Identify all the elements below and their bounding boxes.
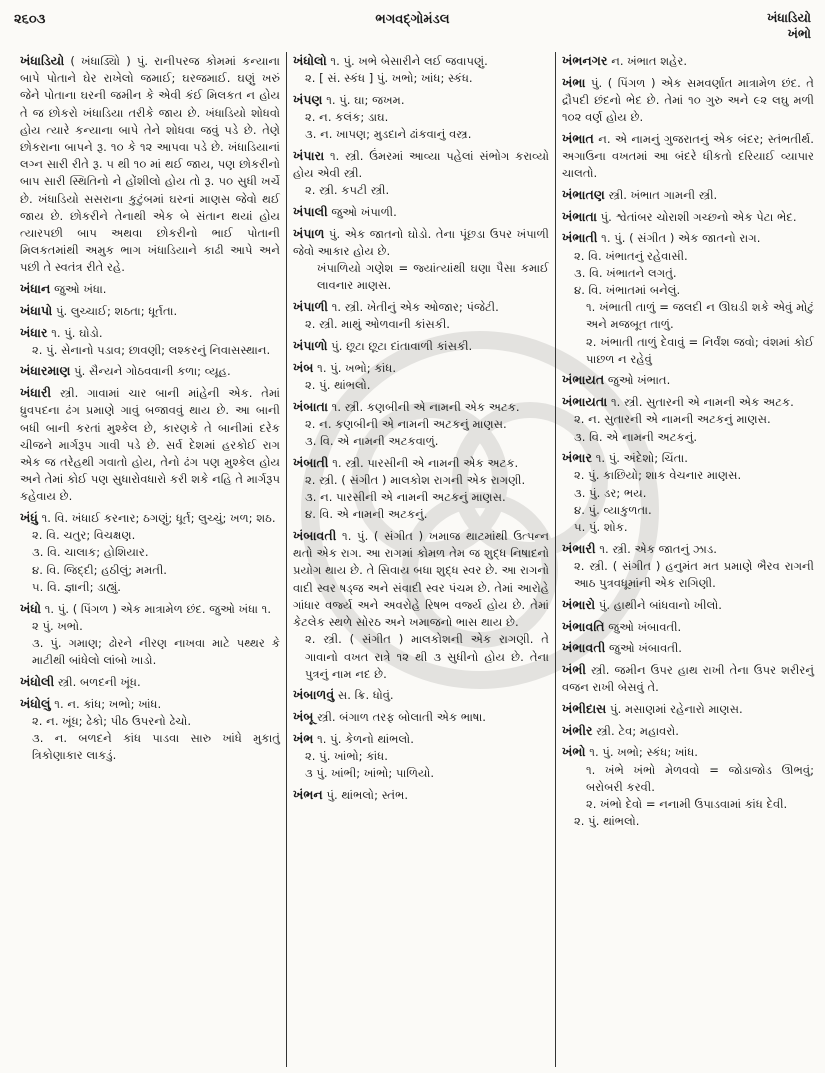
dictionary-entry xyxy=(293,225,549,295)
idiom: ૧. ખંભાતી તાળું = જલદી ન ઊઘડી શકે એવું મોટું અને મજબૂત તાળું. xyxy=(586,300,814,332)
dictionary-entry xyxy=(293,454,549,524)
dictionary-entry xyxy=(293,359,549,394)
sense: ૪. પું. વ્યાકુળતા. xyxy=(574,502,652,517)
guide-word-last: ખંભો xyxy=(787,26,811,41)
dictionary-entry xyxy=(20,695,280,765)
definition: ૧. પું. ઘા; જખમ. xyxy=(322,92,405,107)
sense: ૨. વિ. ચતુર; વિચક્ષણ. xyxy=(32,528,136,543)
sense: ૩ પું. ખાંભી; ખાંભો; પાળિયો. xyxy=(305,766,435,781)
dictionary-entry xyxy=(562,722,814,740)
dictionary-entry xyxy=(20,673,280,691)
definition: ન. એ નામનું ગુજરાતનું એક બંદર; સ્તંભતીર્થ. અગાઉના વખતમાં આ બંદરે ધીકતો દરિયાઈ વ્યાપાર ચાલતો. xyxy=(562,131,814,181)
dictionary-entry xyxy=(562,618,814,636)
sense: ૩. વિ. ચાલાક; હોશિયાર. xyxy=(32,545,149,560)
dictionary-entry xyxy=(293,398,549,451)
definition: ૧. પું. ( પિંગળ ) એક માત્રામેળ છંદ. જુઓ ખંધા ૧. xyxy=(41,601,272,616)
sense: ૪. વિ. એ નામની અટકનું. xyxy=(305,507,428,522)
headword: ખંધું xyxy=(20,510,38,526)
sense: ૩. ન. પારસીની એ નામની અટકનું માણસ. xyxy=(305,490,506,505)
headword: ખંભાત xyxy=(562,130,594,146)
headword: ખંભા xyxy=(562,74,586,90)
definition: ૧. સ્ત્રી. એક જાતનું ઝાડ. xyxy=(595,541,717,556)
headword: ખંબાતા xyxy=(293,398,328,414)
definition: પું. હાથીને બાંધવાનો ખીલો. xyxy=(595,597,722,612)
definition: ૧. પું. ( સંગીત ) ખમાજ થાટમાંથી ઉત્પન્ન થતો એક રાગ. આ રાગમાં કોમળ તેમ જ શુદ્ધ નિષાદનો પ્રયોગ થાય છે. તે સિવાય બધા શુદ્ધ સ્વર છે. આ રાગનો વાદી સ્વર ષડ્જ અને સંવાદી સ્વર પંચમ છે. તેમાં આરોહે ગાંધાર વર્જ્ય અને અવરોહે રિષભ વર્જ્ય હોય છે. તેમાં કેટલેક સ્થળે સોરઠ અને ખમાજનો ભાસ થાય છે. xyxy=(293,529,549,630)
definition: ( ખંધાડ્યિો ) પું. રાનીપરજ કોમમાં કન્યાના બાપે પોતાને ઘેર રાખેલો જમાઈ; ઘરજમાઈ. ઘણું ખરું જેને પોતાના ઘરની જમીન કે એવી કંઈ મિલકત ન હોય તે જ છોકરો ખંધાડિયા તરીકે જાય છે. ખંધાડિયો શોધવો હોય ત્યારે કન્યાના બાપે તેને શોધવા જવું પડે છે. તેણે છોકરાના બાપને રૂ. ૧૦ કે ૧૨ આપવા પડે છે. ખંધાડિયાનાં લગ્ન સારી રીતે રૂ. ૫ થી ૧૦ માં થઈ જાય, પણ છોકરીનો બાપ સારી સ્થિતિનો ને હોંશીલો હોય તો રૂ. ૫૦ સુધી ખર્ચે છે. ખંધાડિયો સસરાના કુટુંબમાં ઘરનાં માણસ જેવો થઈ જાય છે. છોકરીને તેનાથી એક બે સંતાન થયાં હોય ત્યારપછી બાપ અથવા છોકરીનો ભાઈ પોતાની મિલકતમાંથી અમુક ભાગ ખંધાડિયાને કાઢી આપે અને પછી તે સ્વતંત્ર રીતે રહે. xyxy=(20,54,280,275)
definition: પું. શ્વેતાંબર ચોરાશી ગચ્છનો એક પેટા ભેદ. xyxy=(596,209,797,224)
idiom: ૨. ખંભો દેવો = નનામી ઉપાડવામાં કાંધ દેવી. xyxy=(586,796,788,811)
headword: ખંભનગર xyxy=(562,53,608,68)
column-1 xyxy=(14,52,286,1067)
definition: ૧. પું. ઘોડો. xyxy=(47,325,103,340)
sense: ૪. વિ. ખંભાતમાં બનેલું. xyxy=(574,282,681,297)
dictionary-entry xyxy=(293,337,549,355)
sense: ૨. સ્ત્રી. માથું ઓળવાની કાંસકી. xyxy=(305,317,450,332)
definition: પું. ( પિંગળ ) એક સમવર્ણાત માત્રામેળ છંદ. તે દ્રૌપદી છંદનો ભેદ છે. તેમાં ૧૦ ગુરુ અને ૯૨ લઘુ મળી ૧૦૨ વર્ણ હોય છે. xyxy=(562,75,814,125)
headword: ખંભાવતિ xyxy=(562,618,605,634)
dictionary-entry xyxy=(293,147,549,200)
dictionary-entry xyxy=(562,393,814,446)
sense: ૨. સ્ત્રી. કપટી સ્ત્રી. xyxy=(305,183,390,198)
idiom: ખંપાળિયો ગણેશ = જ્યાંત્યાંથી ઘણા પૈસા કમાઈ લાવનાર માણસ. xyxy=(317,261,549,293)
running-title: ભગવદ્ગોમંડલ xyxy=(375,12,450,27)
definition: પું. સૈન્યને ગોઠવવાની કળા; વ્યૂહ. xyxy=(70,364,231,379)
definition: જુઓ ખંબાવતી. xyxy=(605,641,682,656)
sense: ૨. પું. કાછિયો; શાક વેચનાર માણસ. xyxy=(574,468,742,483)
headword: ખંધો xyxy=(20,600,42,616)
dictionary-entry xyxy=(293,52,549,87)
page-header xyxy=(0,0,825,50)
definition: જુઓ ખંબાવતી. xyxy=(604,619,682,634)
definition: ૧. સ્ત્રી. સુતારની એ નામની એક અટક. xyxy=(607,395,794,410)
headword: ખંભી xyxy=(562,662,587,677)
headword: ખંભાતી xyxy=(562,230,598,246)
definition: સ્ત્રી. ગાવામાં ચાર બાની માંહેની એક. તેમાં ધ્રુવપદના ઢંગ પ્રમાણે ગાવું બજાવવું થાય છે. આ બાની બધી બાની કરતાં મુશ્કેલ છે, કારણકે તે બાનીમાં દરેક ચીજને માર્ગરૂપ ગાવી પડે છે. સર્વ દેશમાં હરકોઈ રાગ એક જ તરેહથી ગવાતો હોય, તેનો ઢંગ પણ મુશ્કેલ હોય અને તેમાં કોઈ પણ સુધારોવધારો કરી શકે નહિ તે માર્ગરૂપ કહેવાય છે. xyxy=(20,386,280,504)
dictionary-entry xyxy=(20,280,280,298)
definition: સ્ત્રી. ખંભાત ગામની સ્ત્રી. xyxy=(604,187,718,202)
dictionary-entry xyxy=(562,52,814,70)
definition: સ્ત્રી. જમીન ઉપર હાથ રાખી તેના ઉપર શરીરનું વજન રાખી બેસવું તે. xyxy=(562,663,814,695)
sense: ૩. પું. ડર; ભય. xyxy=(574,485,647,500)
dictionary-entry xyxy=(20,302,280,320)
definition: પું. લુચ્ચાઈ; શઠતા; ધૂર્તતા. xyxy=(52,303,178,318)
dictionary-entry xyxy=(562,596,814,614)
definition: સ્ત્રી. બંગાળ તરફ બોલાતી એક ભાષા. xyxy=(313,710,486,725)
dictionary-entry xyxy=(293,298,549,333)
sense: ૩. ન. ખાપણ; મુડદાને ઢાંકવાનું વસ્ત્ર. xyxy=(305,127,472,142)
dictionary-entry xyxy=(562,661,814,696)
headword: ખંભીદાસ xyxy=(562,700,607,716)
headword: ખંપારા xyxy=(293,148,325,164)
dictionary-entry xyxy=(20,324,280,359)
sense: ૨. [ સં. સ્કંધ ] પું. ખભો; ખાંધ; સ્કંધ. xyxy=(305,71,473,86)
sense: ૪. વિ. જિદ્દી; હઠીલું; મમતી. xyxy=(32,562,167,577)
dictionary-entry xyxy=(293,708,549,726)
sense: ૩. વિ. ખંભાતને લગતું. xyxy=(574,265,677,280)
definition: ન. ખંભાત શહેર. xyxy=(607,54,688,68)
sense: ૩. વિ. એ નામની અટકનું. xyxy=(574,429,698,444)
definition: પું. છૂટા છૂટા દાંતાવાળી કાંસકી. xyxy=(327,339,473,354)
dictionary-entry xyxy=(20,600,280,670)
definition: ૧. સ્ત્રી. કણબીની એ નામની એક અટક. xyxy=(328,399,520,414)
headword: ખંધારમાણ xyxy=(20,363,71,379)
definition: જુઓ ખંધા. xyxy=(50,282,107,297)
dictionary-entry xyxy=(293,203,549,221)
sense: ૨. પું. ખાંભો; કાંધ. xyxy=(305,749,388,764)
headword: ખંભ xyxy=(293,730,314,746)
headword: ખંધાન xyxy=(20,281,51,297)
sense: ૫. વિ. જ્ઞાની; ડાહ્યું. xyxy=(32,579,121,594)
headword: ખંભાતા xyxy=(562,208,597,224)
sense: ૫. પું. શોક. xyxy=(574,520,628,535)
dictionary-entry xyxy=(20,362,280,380)
headword: ખંપાળો xyxy=(293,338,328,354)
definition: ૧. વિ. ખંધાઈ કરનાર; ઠગણું; ધૂર્ત; લુચ્ચું; ખળ; શઠ. xyxy=(37,511,276,526)
definition: ૧. સ્ત્રી. ઉંમરમાં આવ્યા પહેલાં સંભોગ કરાવ્યો હોય એવી સ્ત્રી. xyxy=(293,149,549,181)
sense: ૩. વિ. એ નામની અટકવાળું. xyxy=(305,434,439,449)
sense: ૨. વિ. ખંભાતનું રહેવાસી. xyxy=(574,248,688,263)
dictionary-entry xyxy=(562,449,814,536)
dictionary-entry xyxy=(562,700,814,718)
column-3 xyxy=(556,52,820,1067)
headword: ખંભારો xyxy=(562,596,596,612)
headword: ખંભાયત xyxy=(562,372,605,388)
sense: ૨. ન. કલંક; ડાઘ. xyxy=(305,110,389,125)
headword: ખંબાતી xyxy=(293,454,329,470)
definition: ૧. પું. અંદેશો; ચિંતા. xyxy=(592,451,688,466)
dictionary-columns xyxy=(14,52,820,1067)
definition: ૧. સ્ત્રી. ખેતીનું એક ઓજાર; પંજેટી. xyxy=(328,300,499,315)
dictionary-entry xyxy=(562,639,814,657)
definition: જુઓ ખંપાળી. xyxy=(327,205,397,220)
dictionary-entry xyxy=(293,730,549,783)
dictionary-entry xyxy=(562,540,814,593)
sense: ૨. ન. સુતારની એ નામની અટકનું માણસ. xyxy=(574,412,771,427)
dictionary-entry xyxy=(562,208,814,226)
headword: ખંબાળવું xyxy=(293,687,335,703)
dictionary-entry xyxy=(562,743,814,830)
definition: ૧. પું. ( સંગીત ) એક જાતનો રાગ. xyxy=(597,231,761,246)
headword: ખંભાયતા xyxy=(562,394,608,410)
headword: ખંધોલું xyxy=(20,695,51,711)
headword: ખંભો xyxy=(562,744,586,760)
headword: ખંભીર xyxy=(562,722,593,738)
column-2 xyxy=(286,52,556,1067)
sense: ૨. પું. થાંભલો. xyxy=(305,377,371,392)
headword: ખંભાવતી xyxy=(562,640,606,656)
sense: ૨ પું. ખભો. xyxy=(32,618,83,633)
definition: સ. ક્રિ. ધોવું. xyxy=(334,688,394,703)
definition: પું. મસાણમાં રહેનારો માણસ. xyxy=(606,701,743,716)
headword: ખંભાતણ xyxy=(562,186,605,202)
dictionary-entry xyxy=(20,52,280,277)
sense: ૨. પું. થાંભલો. xyxy=(574,814,640,829)
idiom: ૨. ખંભાતી તાળું દેવાવું = નિર્વંશ જવો; વંશમાં કોઈ પાછળ ન રહેવું xyxy=(586,334,814,366)
sense: ૩. પું. ગમાણ; ઢોરને નીરણ નાખવા માટે પથ્થર કે માટીથી બાંધેલો લાંબો ખાડો. xyxy=(32,636,280,668)
headword: ખંભારી xyxy=(562,540,596,556)
dictionary-entry xyxy=(20,509,280,596)
headword: ખંબૂ xyxy=(293,709,314,725)
guide-word-first: ખંધાડિયો xyxy=(767,10,811,25)
dictionary-entry xyxy=(562,229,814,368)
definition: સ્ત્રી. બળદની ખૂંધ. xyxy=(54,674,141,689)
headword: ખંબ xyxy=(293,359,314,375)
headword: ખંપાલી xyxy=(293,204,328,220)
headword: ખંપાળી xyxy=(293,299,329,315)
sense: ૨. સ્ત્રી. ( સંગીત ) માલકોશ રાગની એક રાગણી. xyxy=(305,472,526,487)
definition: ૧. પું. ખભો; કાંધ. xyxy=(313,360,397,375)
sense: ૨. સ્ત્રી. ( સંગીત ) માલકોશની એક રાગણી. તે ગાવાનો વખત રાત્રે ૧૨ થી ૩ સુધીનો હોય છે. તેના પુત્રનું નામ નદ છે. xyxy=(305,632,549,681)
definition: સ્ત્રી. ટેવ; મહાવરો. xyxy=(592,723,679,738)
definition: ૧. ન. કાંધ; ખભો; ખાંધ. xyxy=(50,696,162,711)
dictionary-entry xyxy=(293,527,549,683)
dictionary-entry xyxy=(562,371,814,389)
page-number: ૨૬૦૩ xyxy=(14,12,46,27)
headword: ખંભન xyxy=(293,786,323,802)
dictionary-entry xyxy=(293,686,549,704)
headword: ખંધોલો xyxy=(293,53,327,68)
definition: ૧. પું. ખભો; સ્કંધ; ખાંધ. xyxy=(585,745,698,760)
sense: ૨. ન. કણબીની એ નામની અટકનું માણસ. xyxy=(305,416,507,431)
idiom: ૧. ખંભે ખંભો મેળવવો = જોડાજોડ ઊભવું; બરોબરી કરવી. xyxy=(586,762,814,794)
definition: પું. થાંભલો; સ્તંભ. xyxy=(322,787,409,802)
sense: ૩. ન. બળદને કાંધ પાડવા સારુ ખાંધે મુકાતું ત્રિકોણાકાર લાકડું. xyxy=(32,731,280,763)
headword: ખંભાર xyxy=(562,450,593,466)
headword: ખંધાર xyxy=(20,324,48,340)
headword: ખંપાળ xyxy=(293,225,325,241)
dictionary-entry xyxy=(20,384,280,505)
headword: ખંધારી xyxy=(20,385,52,401)
definition: જુઓ ખંભાત. xyxy=(604,373,671,388)
dictionary-entry xyxy=(562,74,814,127)
dictionary-entry xyxy=(562,186,814,204)
sense: ૨. સ્ત્રી. ( સંગીત ) હનુમંત મત પ્રમાણે ભૈરવ રાગની આઠ પુત્રવધૂમાંની એક રાગિણી. xyxy=(574,558,814,591)
definition: ૧. સ્ત્રી. પારસીની એ નામની એક અટક. xyxy=(328,455,519,470)
dictionary-entry xyxy=(293,91,549,144)
guide-words xyxy=(767,10,811,42)
dictionary-entry xyxy=(293,786,549,804)
definition: ૧. પું. ખભે બેસારીને લઈ જવાપણું. xyxy=(326,54,488,68)
headword: ખંપણ xyxy=(293,91,323,107)
dictionary-entry xyxy=(562,130,814,183)
sense: ૨. ન. ખૂંધ; ઢેકો; પીઠ ઉપરનો ઢેચો. xyxy=(32,713,192,728)
headword: ખંધાડિયો xyxy=(20,53,65,68)
definition: પું. એક જાતનો ઘોડો. તેના પૂંછડા ઉપર ખંપાળી જેવો આકાર હોય છે. xyxy=(293,226,549,259)
sense: ૨. પું. સેનાનો પડાવ; છાવણી; લશ્કરનું નિવાસસ્થાન. xyxy=(32,342,271,357)
headword: ખંબાવતી xyxy=(293,528,337,544)
headword: ખંધોલી xyxy=(20,673,55,689)
definition: ૧. પું. કેળનો થાંભલો. xyxy=(313,731,414,746)
headword: ખંધાપો xyxy=(20,302,53,318)
